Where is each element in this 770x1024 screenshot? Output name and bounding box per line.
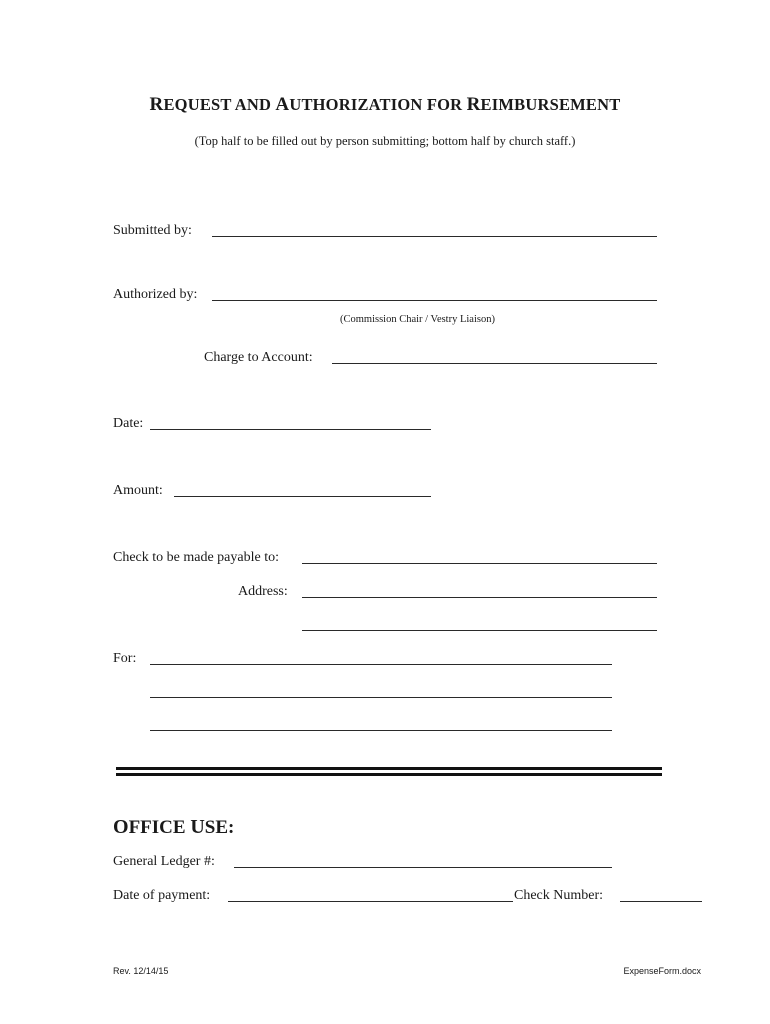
check-number-field[interactable] <box>620 901 702 902</box>
date-of-payment-field[interactable] <box>228 901 513 902</box>
address-field-line-1[interactable] <box>302 597 657 598</box>
section-divider-top <box>116 767 662 770</box>
address-label: Address: <box>238 584 288 599</box>
form-title: REQUEST AND AUTHORIZATION FOR REIMBURSEMENT <box>149 94 621 115</box>
authorized-by-label: Authorized by: <box>113 287 198 302</box>
date-field[interactable] <box>150 429 431 430</box>
check-number-label: Check Number: <box>514 888 604 903</box>
office-use-heading: OFFICE USE: <box>113 816 235 838</box>
authorized-by-note: (Commission Chair / Vestry Liaison) <box>340 314 495 325</box>
general-ledger-field[interactable] <box>234 867 612 868</box>
amount-field[interactable] <box>174 496 431 497</box>
file-name: ExpenseForm.docx <box>623 966 701 976</box>
amount-label: Amount: <box>113 483 163 498</box>
charge-to-account-field[interactable] <box>332 363 657 364</box>
submitted-by-label: Submitted by: <box>113 223 192 238</box>
address-field-line-2[interactable] <box>302 630 657 631</box>
date-label: Date: <box>113 416 144 431</box>
authorized-by-field[interactable] <box>212 300 657 301</box>
charge-to-account-label: Charge to Account: <box>204 350 313 365</box>
for-field-line-3[interactable] <box>150 730 612 731</box>
payable-to-label: Check to be made payable to: <box>113 550 279 565</box>
for-field-line-1[interactable] <box>150 664 612 665</box>
submitted-by-field[interactable] <box>212 236 657 237</box>
section-divider-bottom <box>116 773 662 776</box>
revision-note: Rev. 12/14/15 <box>113 966 169 976</box>
for-label: For: <box>113 651 137 666</box>
general-ledger-label: General Ledger #: <box>113 854 215 869</box>
date-of-payment-label: Date of payment: <box>113 888 211 903</box>
payable-to-field[interactable] <box>302 563 657 564</box>
form-subtitle: (Top half to be filled out by person submitting; bottom half by church staff.) <box>194 134 576 148</box>
for-field-line-2[interactable] <box>150 697 612 698</box>
